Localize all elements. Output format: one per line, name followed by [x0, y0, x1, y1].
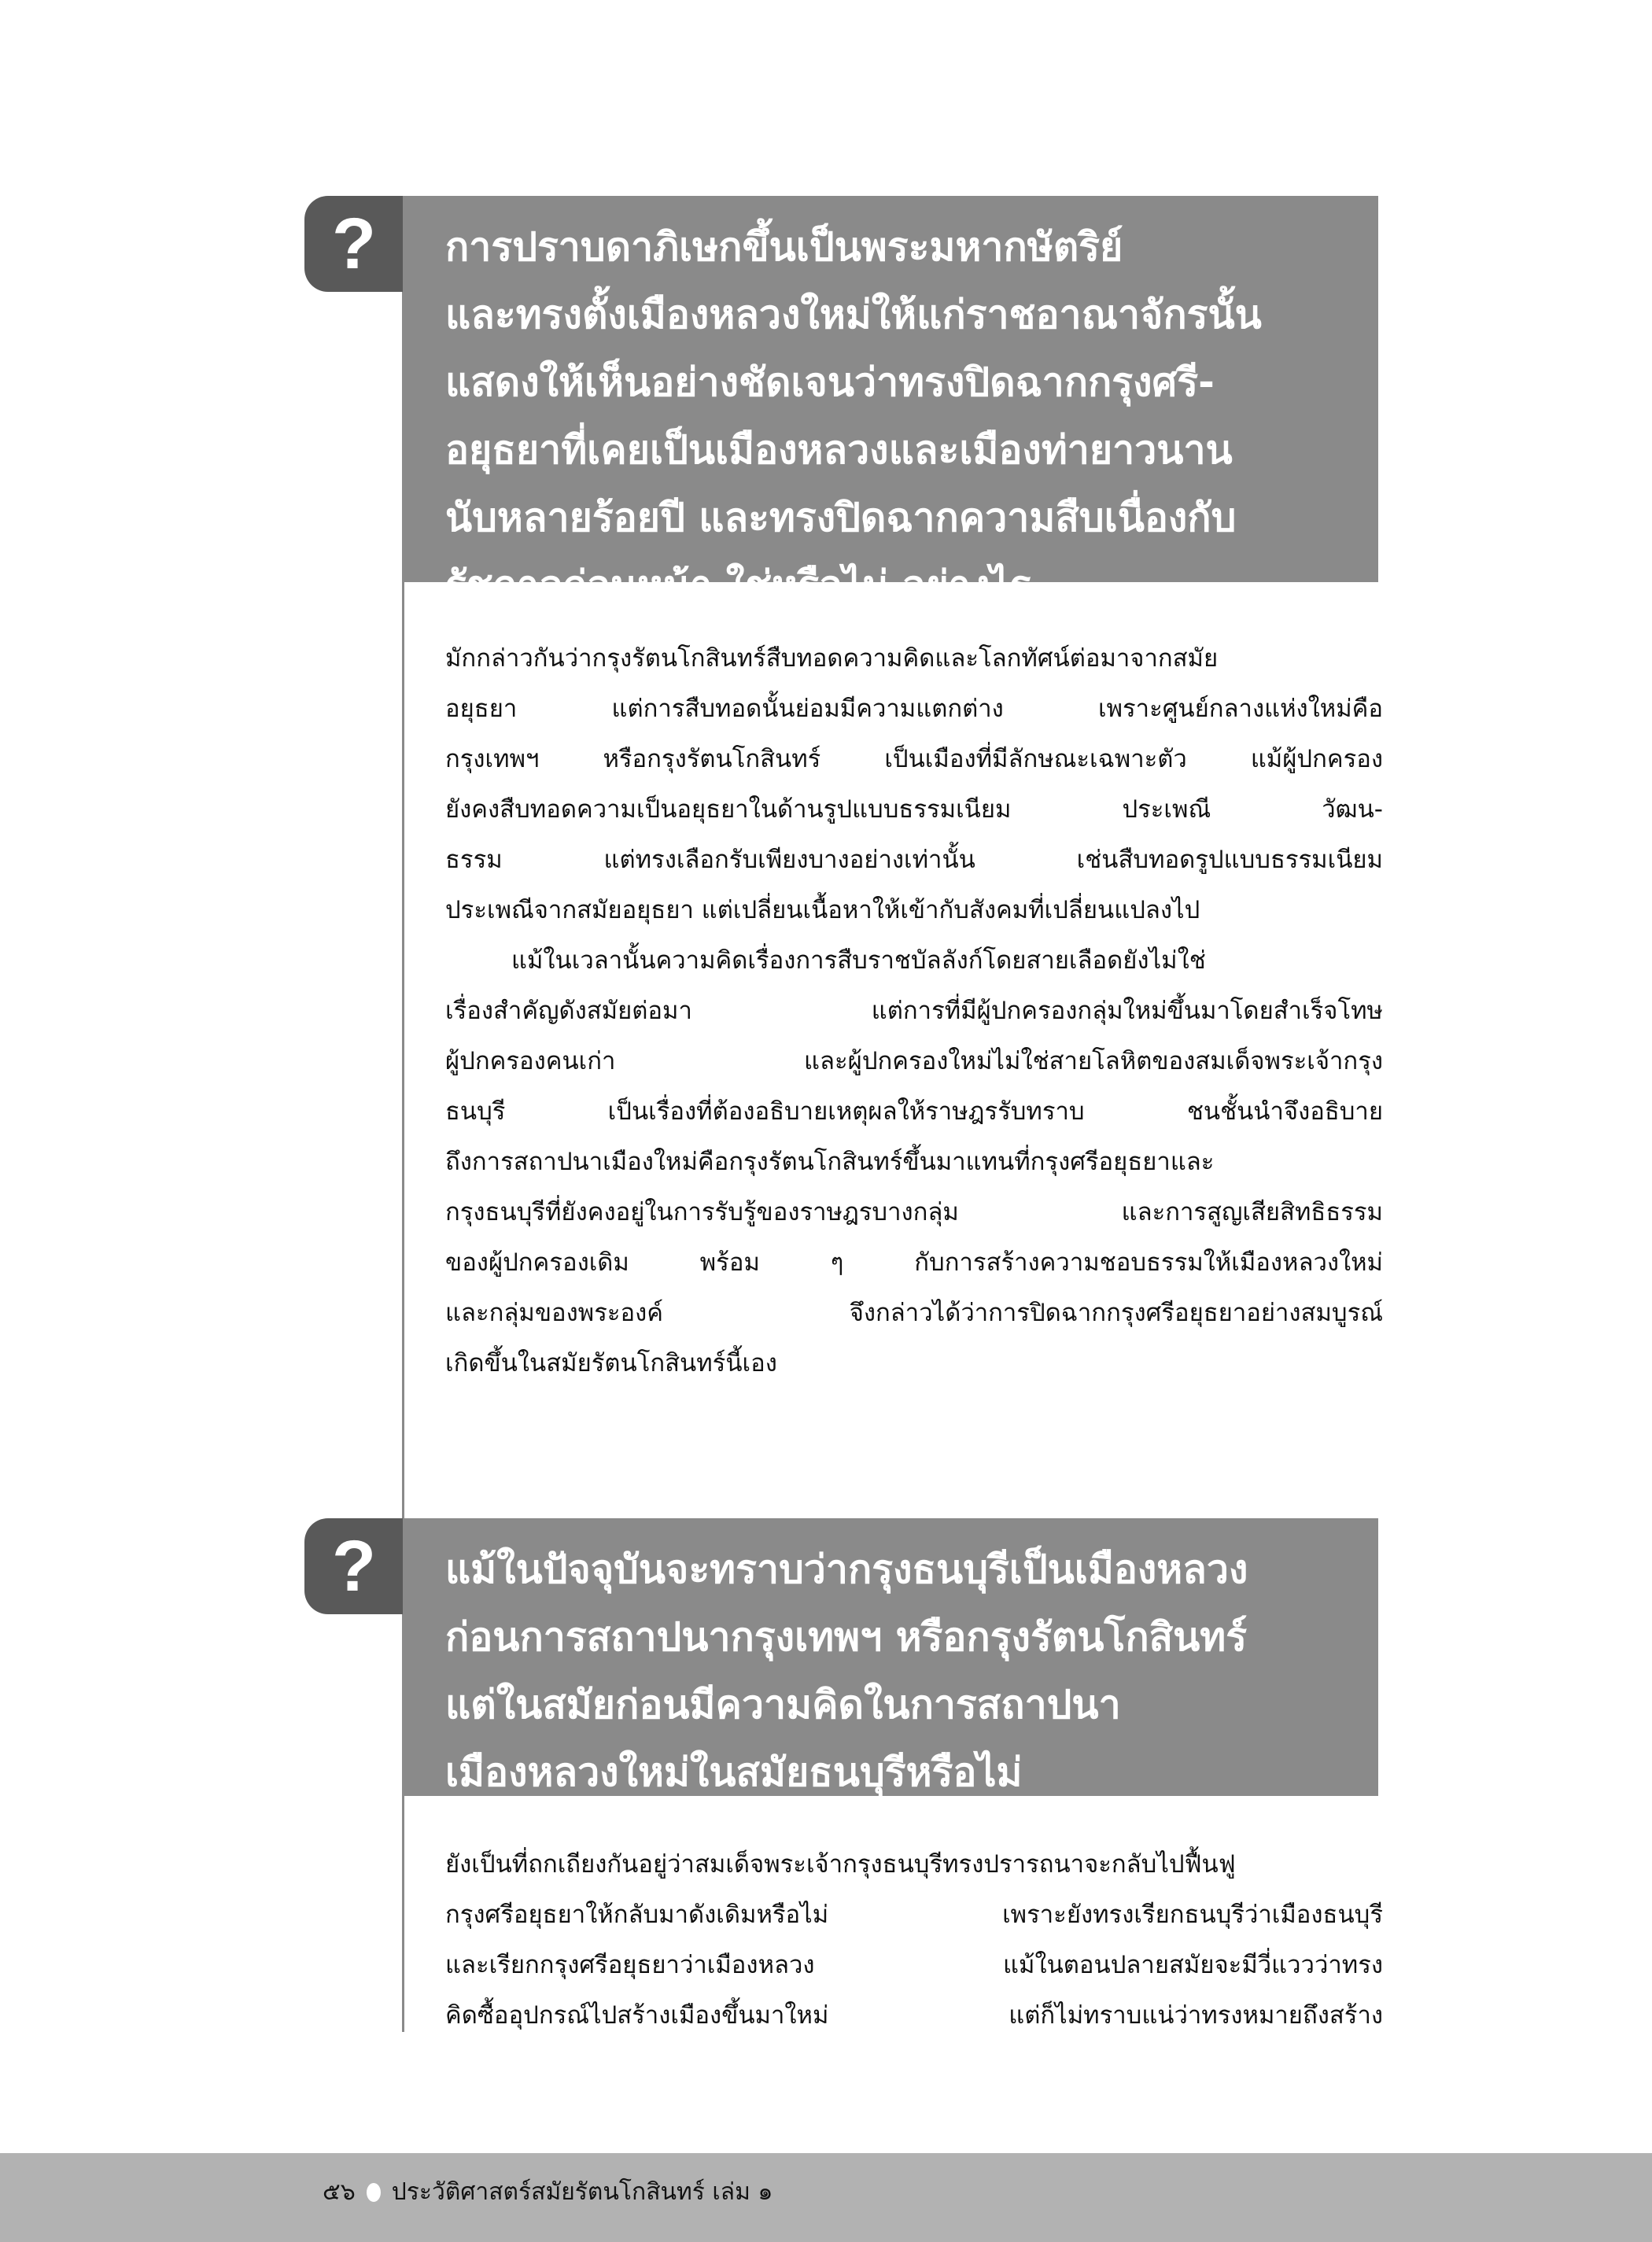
answer-line: กรุงธนบุรีที่ยังคงอยู่ในการรับรู้ของราษฎรบางกลุ่ม และการสูญเสียสิทธิธรรม [445, 1198, 1383, 1226]
answer-line: ผู้ปกครองคนเก่า และผู้ปกครองใหม่ไม่ใช่สายโลหิตของสมเด็จพระเจ้ากรุง [445, 1047, 1383, 1075]
answer-line: แม้ในเวลานั้นความคิดเรื่องการสืบราชบัลลังก์โดยสายเลือดยังไม่ใช่ [511, 946, 1206, 975]
question-line: รัชกาลก่อนหน้า ใช่หรือไม่ อย่างไร [445, 562, 1031, 608]
question-line: ก่อนการสถาปนากรุงเทพฯ หรือกรุงรัตนโกสินทร์ [445, 1614, 1248, 1660]
footer-bar [0, 2153, 1652, 2242]
question-mark-glyph: ? [331, 1526, 377, 1606]
bullet-dot-icon [367, 2183, 381, 2202]
answer-line: ยังคงสืบทอดความเป็นอยุธยาในด้านรูปแบบธรรมเนียม ประเพณี วัฒน- [445, 795, 1383, 824]
question-mark-glyph: ? [331, 204, 377, 284]
answer-1 [445, 633, 1383, 1388]
question-line: อยุธยาที่เคยเป็นเมืองหลวงและเมืองท่ายาวนาน [445, 427, 1233, 473]
answer-line: อยุธยา แต่การสืบทอดนั้นย่อมมีความแตกต่าง เพราะศูนย์กลางแห่งใหม่คือ [445, 695, 1383, 723]
question-line: แม้ในปัจจุบันจะทราบว่ากรุงธนบุรีเป็นเมืองหลวง [445, 1547, 1248, 1592]
question-line: เมืองหลวงใหม่ในสมัยธนบุรีหรือไม่ [445, 1750, 1023, 1795]
question-line: การปราบดาภิเษกขึ้นเป็นพระมหากษัตริย์ [445, 224, 1123, 270]
answer-line: ของผู้ปกครองเดิม พร้อม ๆ กับการสร้างความชอบธรรมให้เมืองหลวงใหม่ [445, 1248, 1383, 1277]
answer-line: ประเพณีจากสมัยอยุธยา แต่เปลี่ยนเนื้อหาให้เข้ากับสังคมที่เปลี่ยนแปลงไป [445, 896, 1200, 924]
answer-line: กรุงเทพฯ หรือกรุงรัตนโกสินทร์ เป็นเมืองที่มีลักษณะเฉพาะตัว แม้ผู้ปกครอง [445, 745, 1383, 773]
answer-line: และกลุ่มของพระองค์ จึงกล่าวได้ว่าการปิดฉากกรุงศรีอยุธยาอย่างสมบูรณ์ [445, 1299, 1383, 1327]
question-line: และทรงตั้งเมืองหลวงใหม่ให้แก่ราชอาณาจักรนั้น [445, 292, 1262, 337]
answer-line: เกิดขึ้นในสมัยรัตนโกสินทร์นี้เอง [445, 1349, 777, 1377]
answer-line: กรุงศรีอยุธยาให้กลับมาดังเดิมหรือไม่ เพราะยังทรงเรียกธนบุรีว่าเมืองธนบุรี [445, 1901, 1383, 1929]
question-box-1 [403, 196, 1378, 608]
answer-line: เรื่องสำคัญดังสมัยต่อมา แต่การที่มีผู้ปกครองกลุ่มใหม่ขึ้นมาโดยสำเร็จโทษ [445, 997, 1383, 1025]
question-line: นับหลายร้อยปี และทรงปิดฉากความสืบเนื่องกับ [445, 495, 1237, 540]
answer-line: ยังเป็นที่ถกเถียงกันอยู่ว่าสมเด็จพระเจ้ากรุงธนบุรีทรงปรารถนาจะกลับไปฟื้นฟู [445, 1850, 1236, 1879]
answer-line: ธรรม แต่ทรงเลือกรับเพียงบางอย่างเท่านั้น เช่นสืบทอดรูปแบบธรรมเนียม [445, 846, 1383, 874]
page-number: ๕๖ [323, 2178, 356, 2206]
question-line: แสดงให้เห็นอย่างชัดเจนว่าทรงปิดฉากกรุงศรี- [445, 360, 1215, 405]
answer-line: มักกล่าวกันว่ากรุงรัตนโกสินทร์สืบทอดความคิดและโลกทัศน์ต่อมาจากสมัย [445, 644, 1219, 673]
answer-line: ธนบุรี เป็นเรื่องที่ต้องอธิบายเหตุผลให้ราษฎรรับทราบ ชนชั้นนำจึงอธิบาย [445, 1097, 1383, 1126]
answer-line: และเรียกกรุงศรีอยุธยาว่าเมืองหลวง แม้ในตอนปลายสมัยจะมีวี่แววว่าทรง [445, 1951, 1383, 1979]
question-box-2 [403, 1518, 1378, 1796]
footer-text [323, 2174, 773, 2211]
book-title: ประวัติศาสตร์สมัยรัตนโกสินทร์ เล่ม ๑ [391, 2178, 773, 2206]
answer-line: คิดซื้ออุปกรณ์ไปสร้างเมืองขึ้นมาใหม่ แต่ก็ไม่ทราบแน่ว่าทรงหมายถึงสร้าง [445, 2001, 1383, 2030]
answer-line: ถึงการสถาปนาเมืองใหม่คือกรุงรัตนโกสินทร์ขึ้นมาแทนที่กรุงศรีอยุธยาและ [445, 1148, 1215, 1176]
question-mark-icon [304, 1518, 404, 1614]
answer-2 [445, 1839, 1383, 2041]
question-mark-icon [304, 196, 404, 292]
question-line: แต่ในสมัยก่อนมีความคิดในการสถาปนา [445, 1682, 1121, 1728]
